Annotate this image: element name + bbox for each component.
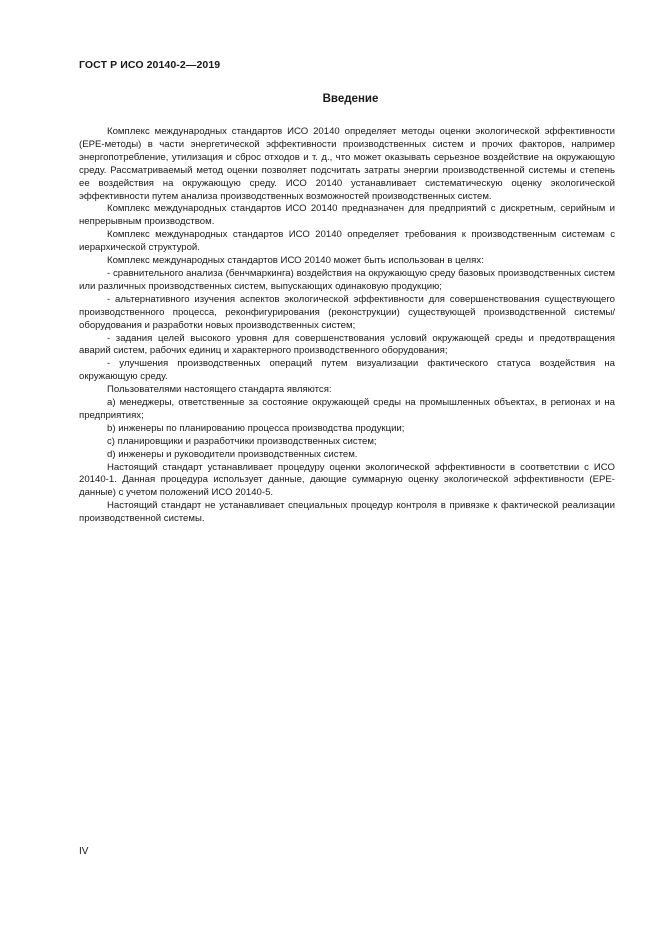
list-item-improvement: - улучшения производственных операций путем визуализации фактического статуса воздействия на окружающую среду. xyxy=(79,358,615,383)
list-item-alternative-study: - альтернативного изучения аспектов экологической эффективности для совершенствования существующего производственного процесса, реконфигурирования (реконструкции) существующей производственной системы/оборудования и разработки новых производственных систем; xyxy=(79,293,615,331)
document-code: ГОСТ Р ИСО 20140-2—2019 xyxy=(79,59,221,71)
paragraph-intro: Комплекс международных стандартов ИСО 20140 определяет методы оценки экологической эффективности (ЕРЕ-методы) в части энергетической эффективности производственных систем и прочих факторов, например энергопотребление, утилизация и сброс отходов и т. д., что может оказывать серьезное воздействие на окружающую среду. Рассматриваемый метод оценки позволяет подсчитать затраты энергии производственной системы и степень ее воздействия на окружающую среду. ИСО 20140 устанавливает систематическую оценку экологической эффективности путем анализа производственных возможностей производственных систем. xyxy=(79,126,615,202)
list-item-planning-engineers: b) инженеры по планированию процесса производства продукции; xyxy=(107,422,405,434)
paragraph-purpose: Комплекс международных стандартов ИСО 20140 предназначен для предприятий с дискретным, серийным и непрерывным производством. xyxy=(79,203,615,228)
list-item-planners: c) планировщики и разработчики производственных систем; xyxy=(107,435,377,447)
section-title: Введение xyxy=(322,93,379,105)
list-item-benchmarking: - сравнительного анализа (бенчмаркинга) воздействия на окружающую среду базовых производственных систем или различных производственных систем, выпускающих одинаковую продукцию; xyxy=(79,267,615,292)
paragraph-usage: Комплекс международных стандартов ИСО 20140 может быть использован в целях: xyxy=(107,255,484,267)
paragraph-users: Пользователями настоящего стандарта являются: xyxy=(107,384,332,396)
list-item-managers: a) менеджеры, ответственные за состояние окружающей среды на промышленных объектах, в регионах и на предприятиях; xyxy=(79,397,615,421)
document-body xyxy=(79,126,615,526)
page-number: IV xyxy=(79,846,89,857)
list-item-high-level-goals: - задания целей высокого уровня для совершенствования условий окружающей среды и предотвращения аварий систем, рабочих единиц и характерного производственного оборудования; xyxy=(79,332,615,357)
list-item-engineers-managers: d) инженеры и руководители производственных систем. xyxy=(107,448,358,460)
paragraph-procedure: Настоящий стандарт устанавливает процедуру оценки экологической эффективности в соответствии с ИСО 20140-1. Данная процедура использует данные, дающие суммарную оценку экологической эффективности (ЕРЕ-данные) с учетом положений ИСО 20140-5. xyxy=(79,461,615,499)
paragraph-requirements: Комплекс международных стандартов ИСО 20140 определяет требования к производственным системам с иерархической структурой. xyxy=(79,229,615,254)
paragraph-scope-exclusion: Настоящий стандарт не устанавливает специальных процедур контроля в привязке к фактической реализации производственной системы. xyxy=(79,500,615,525)
